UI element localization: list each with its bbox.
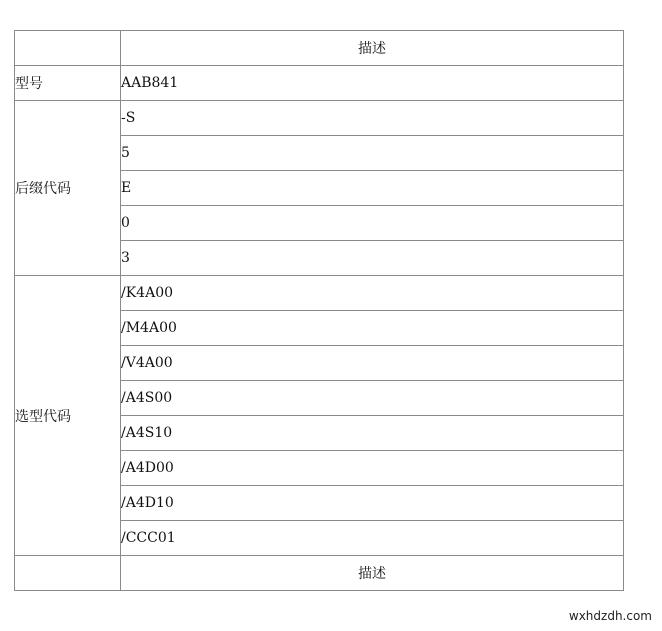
table-footer-row bbox=[15, 556, 624, 591]
option-label: 选型代码 bbox=[15, 276, 121, 556]
model-value: AAB841 bbox=[121, 66, 624, 101]
suffix-code: E bbox=[121, 171, 624, 206]
table-row-model bbox=[15, 66, 624, 101]
table-header-row bbox=[15, 31, 624, 66]
suffix-code: 0 bbox=[121, 206, 624, 241]
option-code: /CCC01 bbox=[121, 521, 624, 556]
option-code: /A4D00 bbox=[121, 451, 624, 486]
suffix-code: -S bbox=[121, 101, 624, 136]
option-code: /A4D10 bbox=[121, 486, 624, 521]
option-code: /A4S00 bbox=[121, 381, 624, 416]
model-label: 型号 bbox=[15, 66, 121, 101]
site-watermark: wxhdzdh.com bbox=[568, 609, 652, 623]
option-code: /M4A00 bbox=[121, 311, 624, 346]
option-code: /A4S10 bbox=[121, 416, 624, 451]
suffix-label: 后缀代码 bbox=[15, 101, 121, 276]
suffix-code: 3 bbox=[121, 241, 624, 276]
header-empty-cell bbox=[15, 31, 121, 66]
suffix-code: 5 bbox=[121, 136, 624, 171]
spec-table bbox=[14, 30, 624, 591]
header-description: 描述 bbox=[121, 31, 624, 66]
table-row-suffix bbox=[15, 101, 624, 136]
option-code: /V4A00 bbox=[121, 346, 624, 381]
table-row-option bbox=[15, 276, 624, 311]
footer-description: 描述 bbox=[121, 556, 624, 591]
footer-empty-cell bbox=[15, 556, 121, 591]
option-code: /K4A00 bbox=[121, 276, 624, 311]
